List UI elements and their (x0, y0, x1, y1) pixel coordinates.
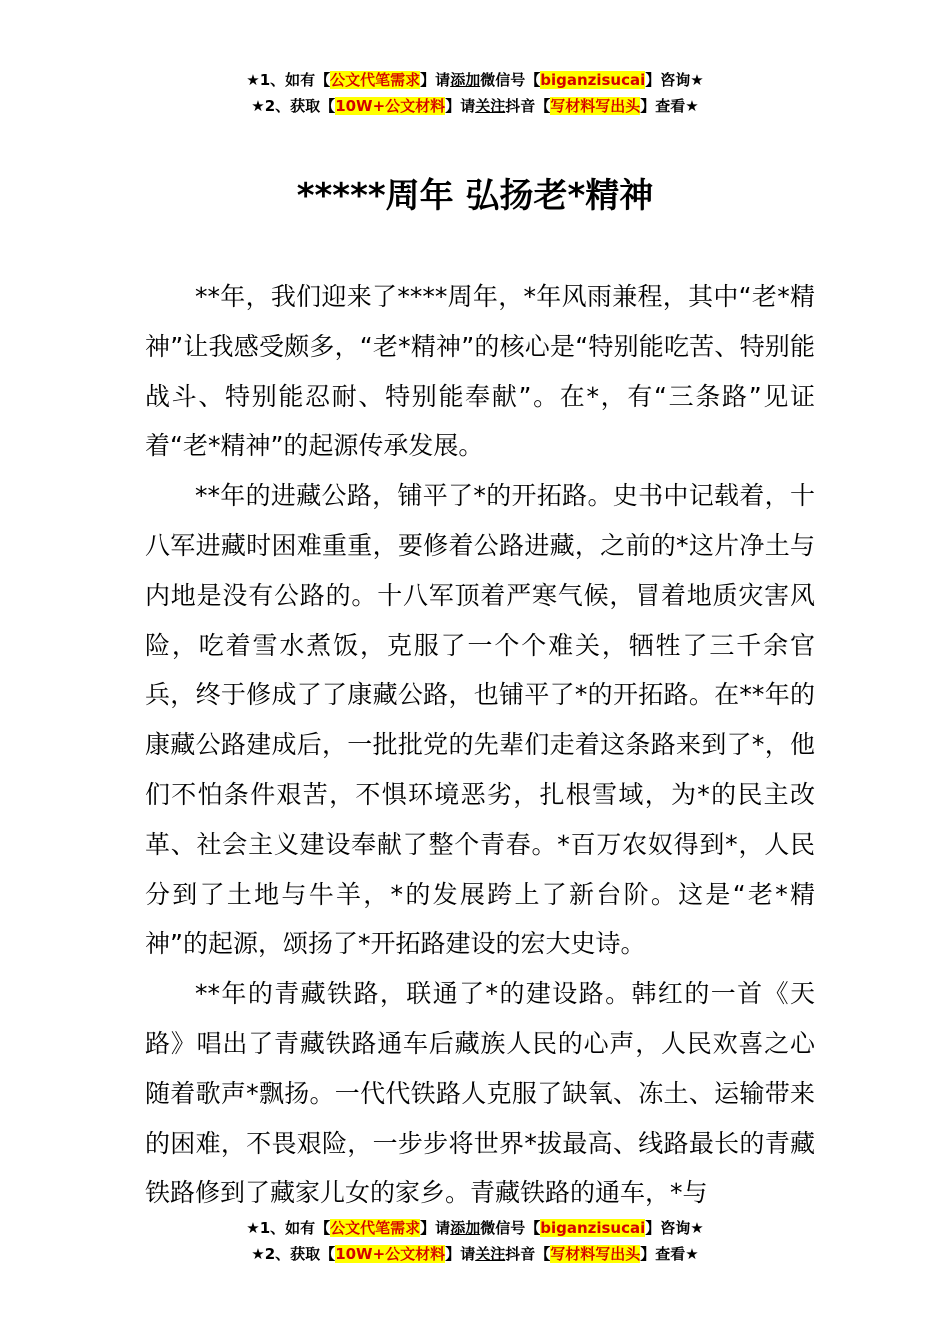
banner-text: 】咨询★ (645, 1219, 704, 1237)
highlight-wechat-id: biganzisucai (540, 1219, 646, 1237)
banner-text: 微信号【 (480, 71, 541, 89)
banner-text: 】咨询★ (645, 71, 704, 89)
highlight-materials: 10W+公文材料 (335, 97, 446, 115)
banner-text: 抖音【 (505, 97, 551, 115)
highlight-service: 公文代笔需求 (330, 1219, 421, 1237)
banner-text: ★2、获取【 (251, 1245, 336, 1263)
paragraph-2: **年的进藏公路，铺平了*的开拓路。史书中记载着，十八军进藏时困难重重，要修着公路进藏，之前的*这片净土与内地是没有公路的。十八军顶着严寒气候，冒着地质灾害风险，吃着雪水煮饭，克服了一个个难关，牺牲了三千余官兵，终于修成了了康藏公路，也铺平了*的开拓路。在**年的康藏公路建成后，一批批党的先辈们走着这条路来到了*，他们不怕条件艰苦，不惧环境恶劣，扎根雪域，为*的民主改革、社会主义建设奉献了整个青春。*百万农奴得到*，人民分到了土地与牛羊，*的发展跨上了新台阶。这是“老*精神”的起源，颂扬了*开拓路建设的宏大史诗。 (145, 481, 815, 959)
underlined-add: 添加 (450, 1219, 481, 1237)
banner-text: 】请 (445, 1245, 476, 1263)
banner-line-1 (0, 67, 950, 93)
banner-text: 】查看★ (640, 1245, 699, 1263)
document-body (145, 272, 815, 1218)
banner-line-2 (0, 93, 950, 119)
promo-banner-bottom (0, 1215, 950, 1267)
banner-text: ★2、获取【 (251, 97, 336, 115)
banner-text: 】查看★ (640, 97, 699, 115)
underlined-follow: 关注 (475, 97, 506, 115)
banner-text: ★1、如有【 (246, 1219, 331, 1237)
banner-text: 】请 (420, 71, 451, 89)
highlight-service: 公文代笔需求 (330, 71, 421, 89)
highlight-douyin-account: 写材料写出头 (550, 97, 641, 115)
banner-line-2 (0, 1241, 950, 1267)
paragraph-3: **年的青藏铁路，联通了*的建设路。韩红的一首《天路》唱出了青藏铁路通车后藏族人民的心声，人民欢喜之心随着歌声*飘扬。一代代铁路人克服了缺氧、冻土、运输带来的困难，不畏艰险，一步步将世界*拔最高、线路最长的青藏铁路修到了藏家儿女的家乡。青藏铁路的通车，*与 (145, 979, 815, 1208)
promo-banner-top (0, 67, 950, 119)
highlight-materials: 10W+公文材料 (335, 1245, 446, 1263)
highlight-wechat-id: biganzisucai (540, 71, 646, 89)
banner-text: 】请 (445, 97, 476, 115)
underlined-follow: 关注 (475, 1245, 506, 1263)
banner-text: ★1、如有【 (246, 71, 331, 89)
banner-text: 】请 (420, 1219, 451, 1237)
document-title: *****周年 弘扬老*精神 (296, 176, 654, 216)
highlight-douyin-account: 写材料写出头 (550, 1245, 641, 1263)
banner-line-1 (0, 1215, 950, 1241)
paragraph-1: **年，我们迎来了****周年，*年风雨兼程，其中“老*精神”让我感受颇多，“老*精神”的核心是“特别能吃苦、特别能战斗、特别能忍耐、特别能奉献”。在*，有“三条路”见证着“老*精神”的起源传承发展。 (145, 282, 815, 461)
underlined-add: 添加 (450, 71, 481, 89)
banner-text: 微信号【 (480, 1219, 541, 1237)
banner-text: 抖音【 (505, 1245, 551, 1263)
